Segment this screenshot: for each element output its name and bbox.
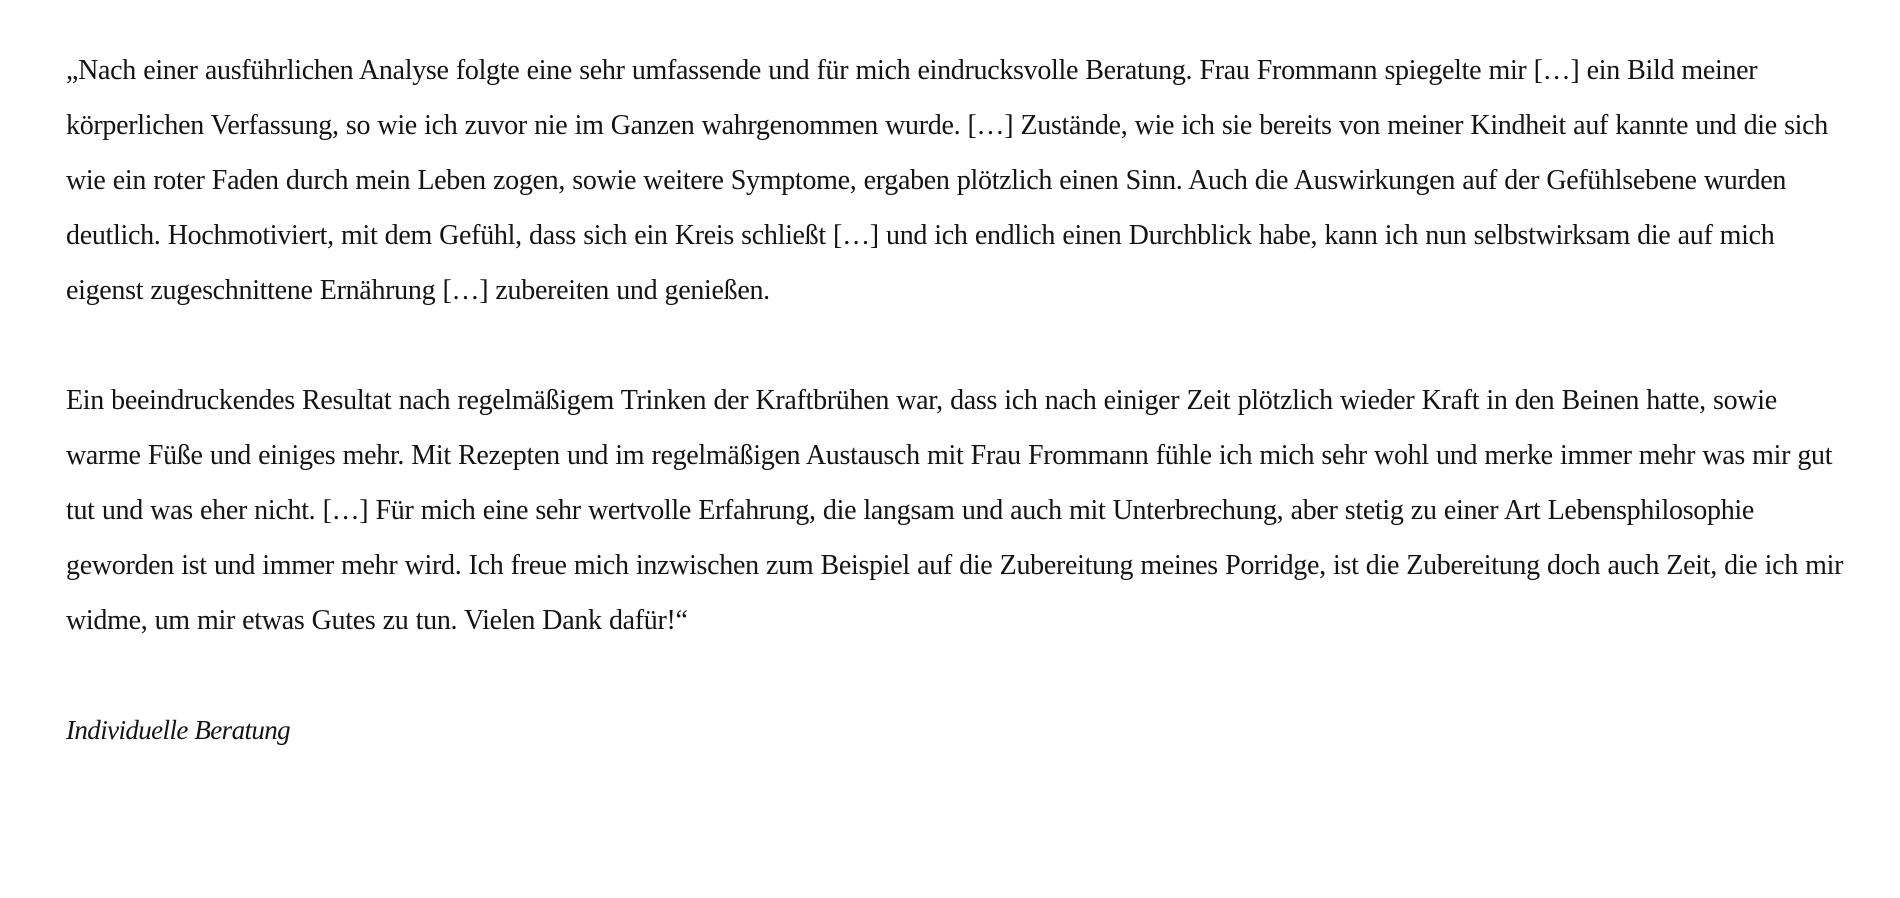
testimonial-block <box>66 43 1856 758</box>
testimonial-attribution: Individuelle Beratung <box>66 715 291 745</box>
testimonial-paragraph-1: „Nach einer ausführlichen Analyse folgte eine sehr umfassende und für mich eindrucksvolle Beratung. Frau Frommann spiegelte mir […] ein Bild meiner körperlichen Verfassung, so wie ich zuvor nie im Ganzen wahrgenommen wurde. […] Zustände, wie ich sie bereits von meiner Kindheit auf kannte und die sich wie ein roter Faden durch mein Leben zogen, sowie weitere Symptome, ergaben plötzlich einen Sinn. Auch die Auswirkungen auf der Gefühlsebene wurden deutlich. Hochmotiviert, mit dem Gefühl, dass sich ein Kreis schließt […] und ich endlich einen Durchblick habe, kann ich nun selbstwirksam die auf mich eigenst zugeschnittene Ernährung […] zubereiten und genießen. <box>66 55 1828 306</box>
testimonial-paragraph-2: Ein beeindruckendes Resultat nach regelmäßigem Trinken der Kraftbrühen war, dass ich nach einiger Zeit plötzlich wieder Kraft in den Beinen hatte, sowie warme Füße und einiges mehr. Mit Rezepten und im regelmäßigen Austausch mit Frau Frommann fühle ich mich sehr wohl und merke immer mehr was mir gut tut und was eher nicht. […] Für mich eine sehr wertvolle Erfahrung, die langsam und auch mit Unterbrechung, aber stetig zu einer Art Lebensphilosophie geworden ist und immer mehr wird. Ich freue mich inzwischen zum Beispiel auf die Zubereitung meines Porridge, ist die Zubereitung doch auch Zeit, die ich mir widme, um mir etwas Gutes zu tun. Vielen Dank dafür!“ <box>66 385 1844 636</box>
